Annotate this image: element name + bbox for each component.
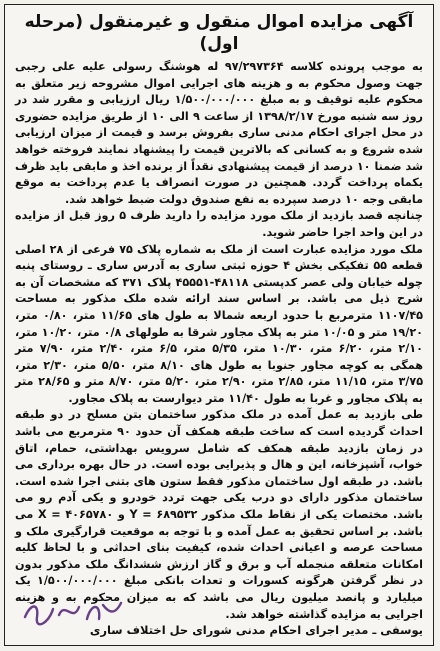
- notice-paragraph: چنانچه قصد بازدید از ملک مورد مزایده را دارید ظرف ۵ روز قبل از مزایده در این واحد اجرا حاضر شوید.: [15, 209, 423, 239]
- notice-body: [5, 59, 433, 623]
- signature-line: یوسفی ـ مدیر اجرای احکام مدنی شورای حل اختلاف ساری: [89, 623, 423, 637]
- notice-title: آگهی مزایده اموال منقول و غیرمنقول (مرحله اول): [24, 12, 414, 54]
- notice-paragraph: ملک مورد مزایده عبارت است از ملک به شماره پلاک ۷۵ فرعی از ۲۸ اصلی قطعه ۵۵ تفکیکی بخش ۴ حوزه ثبتی ساری به آدرس ساری ـ روستای پنبه چوله خیابان ولی عصر کدپستی ۴۸۱۱۸-۴۵۵۵۱ پلاک ۳۷۱ که مشخصات آن به شرح ذیل می باشد. بر اساس سند ارائه شده ملک مذکور به مساحت ۱۱۰۷/۴۵ مترمربع با حدود اربعه شمالا به طول های ۱۱/۶۵ متر، ۰/۸۰ متر، ۱۹/۲۰ متر و ۱۰/۰۵ متر به پلاک مجاور شرقا به طولهای ۰/۸ متر، ۱۰/۲۰ متر، ۲/۱۰ متر، ۶/۲۰ متر، ۱۰/۳۰ متر، ۵/۳۵ متر، ۶/۵ متر، ۲/۴۰ متر، ۷/۹۰ متر همگی به کوچه مجاور جنوبا به طول های ۸/۱۰ متر، ۵/۵۰ متر، ۲/۳۰ متر، ۳/۷۵ متر، ۱۱/۱۵ متر، ۲/۸۵ متر، ۲/۹۰ متر، ۵/۲۰ متر، ۸/۷۰ متر و ۲۸/۶۵ متر به پلاک مجاور و غربا به طول ۱۱/۴۰ متر دیوارست به پلاک مجاور.: [15, 242, 424, 405]
- auction-notice: [4, 4, 434, 646]
- notice-paragraph: طی بازدید به عمل آمده در ملک مذکور ساختمان بتن مسلح در دو طبقه احداث گردیده است که ساخت طبقه همکف آن حدود ۹۰ مترمربع می باشد در زمان بازدید طبقه همکف که شامل سرویس بهداشتی، حمام، اتاق خواب، آشپزخانه، این و هال و پذیرایی بوده است. در حال بهره برداری می باشد. در طبقه اول ساختمان مذکور فقط ستون های بتنی اجرا شده است. ساختمان مذکور دارای دو درب یکی جهت تردد خودرو و یکی آدم رو می باشد. مختصات یکی از نقاط ملک مذکور ۶۸۹۵۳۲ = Y و ۴۰۶۵۷۸۰ = X می باشد. بر اساس تحقیق به عمل آمده و با توجه به موقعیت قرارگیری ملک و مساحت عرصه و اعیانی احداث شده، کیفیت بنای احداثی و با لحاظ کلیه امکانات متعلقه منجمله آب و برق و گاز ارزش ششدانگ ملک مذکور بدون در نظر گرفتن هرگونه کسورات و تعدات بانکی مبلغ ۱/۵۰۰/۰۰۰/۰۰۰ یک میلیارد و پانصد میلیون ریال می باشد که به میزان محکوم به و هزینه اجرایی به مزایده گذاشته خواهد شد.: [15, 408, 424, 621]
- notice-paragraph: به موجب پرونده کلاسه ۹۷/۲۹۷۳۶۴ له هوشنگ رسولی علیه علی رجبی جهت وصول محکوم به و هزینه های اجرایی اموال مشروحه زیر متعلق به محکوم علیه توقیف و به مبلغ ۱/۵۰۰/۰۰۰/۰۰۰ ریال ارزیابی و مقرر شد در روز سه شنبه مورخ ۱۳۹۸/۲/۱۷ از ساعت ۹ الی ۱۰ از طریق مزایده حضوری در محل اجرای احکام مدنی ساری بفروش برسد و قیمت از میزان ارزیابی شده شروع و به کسانی که بالاترین قیمت را پیشنهاد نمایند فروخته خواهد شد ضمنا ۱۰ درصد از قیمت پیشنهادی نقداً از برنده اخذ و مابقی باید ظرف یکماه پرداخت گردد. همچنین در صورت انصراف یا عدم پرداخت به موقع مابقی وجه ۱۰ درصد سپرده به نفع صندوق دولت ضبط خواهد شد.: [15, 60, 423, 206]
